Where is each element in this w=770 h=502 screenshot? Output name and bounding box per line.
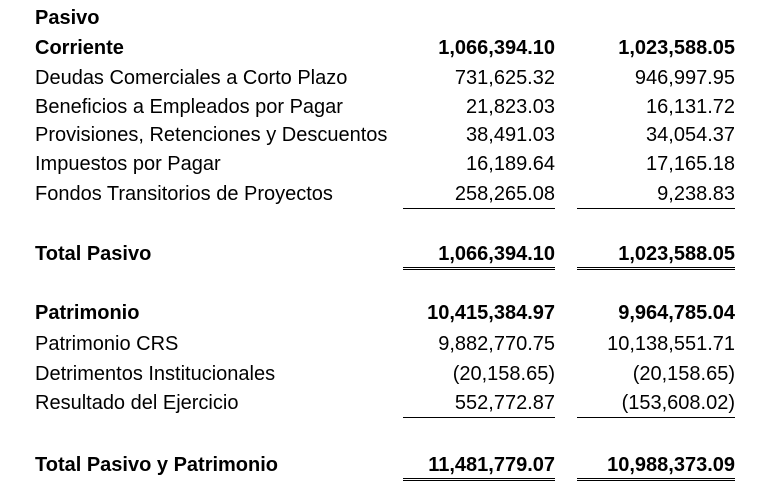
row-value-col1: 16,189.64 — [466, 153, 555, 175]
subtotal-rule-col2 — [577, 417, 735, 418]
total-pasivo-patrimonio-row — [0, 451, 770, 479]
total-pasivo-patrimonio-value-col2: 10,988,373.09 — [607, 454, 735, 476]
row-value-col1: 258,265.08 — [454, 183, 555, 205]
subtotal-rule-col1 — [403, 417, 555, 418]
subtotal-rule-col2 — [577, 208, 735, 209]
table-row — [0, 93, 770, 121]
row-label: Deudas Comerciales a Corto Plazo — [35, 67, 348, 89]
total-pasivo-patrimonio-value-col1: 11,481,779.07 — [428, 454, 555, 476]
total-pasivo-row — [0, 240, 770, 268]
row-value-col2: 17,165.18 — [646, 153, 735, 175]
row-label: Resultado del Ejercicio — [35, 392, 239, 414]
row-label: Beneficios a Empleados por Pagar — [35, 96, 343, 118]
total-rule-col2 — [577, 267, 735, 270]
pasivo-heading: Pasivo — [35, 7, 100, 29]
row-value-col1: 552,772.87 — [454, 392, 555, 414]
total-pasivo-value-col1: 1,066,394.10 — [438, 243, 555, 265]
row-value-col1: 38,491.03 — [466, 124, 555, 146]
corriente-label: Corriente — [35, 37, 124, 59]
row-value-col1: 731,625.32 — [454, 67, 555, 89]
patrimonio-row — [0, 299, 770, 327]
table-row — [0, 150, 770, 178]
row-value-col2: 10,138,551.71 — [607, 333, 735, 355]
corriente-row — [0, 34, 770, 62]
grand-total-rule-col1 — [403, 478, 555, 481]
patrimonio-value-col1: 10,415,384.97 — [427, 302, 555, 324]
row-value-col2: 946,997.95 — [634, 67, 735, 89]
table-row — [0, 389, 770, 417]
row-label: Fondos Transitorios de Proyectos — [35, 183, 333, 205]
row-value-col2: 34,054.37 — [646, 124, 735, 146]
subtotal-rule-col1 — [403, 208, 555, 209]
row-label: Patrimonio CRS — [35, 333, 179, 355]
patrimonio-value-col2: 9,964,785.04 — [618, 302, 735, 324]
grand-total-rule-col2 — [577, 478, 735, 481]
table-row — [0, 64, 770, 92]
pasivo-heading-row — [0, 4, 770, 32]
row-value-col1: (20,158.65) — [452, 363, 555, 385]
total-pasivo-patrimonio-label: Total Pasivo y Patrimonio — [35, 454, 279, 476]
total-pasivo-label: Total Pasivo — [35, 243, 152, 265]
row-label: Provisiones, Retenciones y Descuentos — [35, 124, 388, 146]
total-pasivo-value-col2: 1,023,588.05 — [618, 243, 735, 265]
table-row — [0, 330, 770, 358]
row-label: Detrimentos Institucionales — [35, 363, 276, 385]
row-value-col2: (153,608.02) — [621, 392, 735, 414]
row-value-col1: 21,823.03 — [466, 96, 555, 118]
table-row — [0, 121, 770, 149]
corriente-value-col1: 1,066,394.10 — [438, 37, 555, 59]
row-value-col2: 9,238.83 — [657, 183, 735, 205]
table-row — [0, 360, 770, 388]
row-value-col2: (20,158.65) — [632, 363, 735, 385]
total-rule-col1 — [403, 267, 555, 270]
patrimonio-label: Patrimonio — [35, 302, 140, 324]
table-row — [0, 180, 770, 208]
row-value-col2: 16,131.72 — [646, 96, 735, 118]
row-value-col1: 9,882,770.75 — [438, 333, 555, 355]
corriente-value-col2: 1,023,588.05 — [618, 37, 735, 59]
row-label: Impuestos por Pagar — [35, 153, 221, 175]
